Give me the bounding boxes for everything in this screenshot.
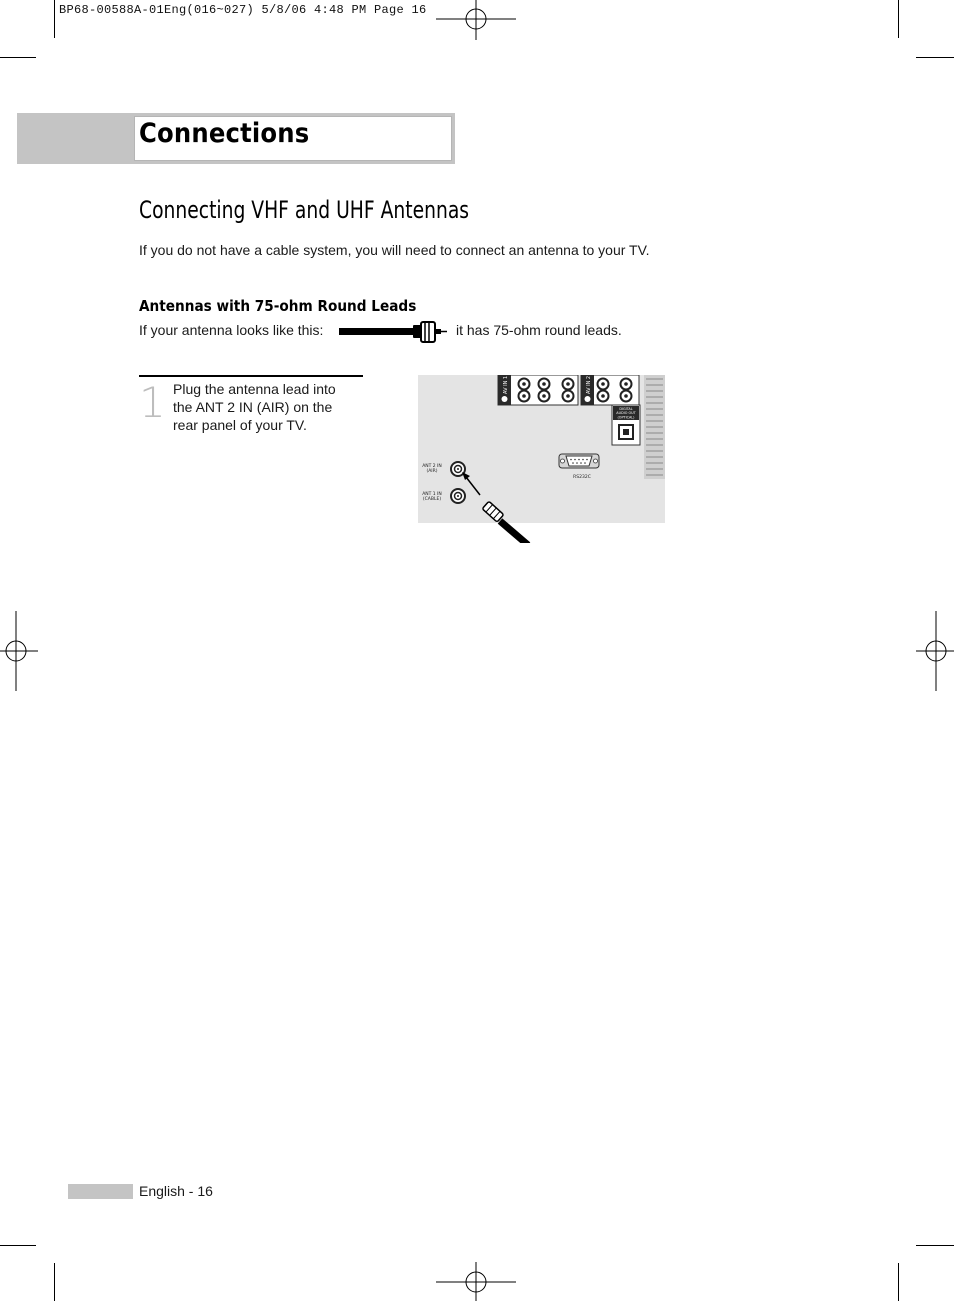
ant2-label-1: ANT 2 IN [422, 464, 442, 469]
step-divider [139, 375, 363, 377]
print-slug: BP68-00588A-01Eng(016~027) 5/8/06 4:48 PM Page 16 [59, 3, 427, 17]
digital-audio-label-1: DIGITAL [619, 407, 633, 411]
registration-mark-right [916, 611, 954, 691]
page-number: English - 16 [139, 1183, 213, 1199]
footer-bar [68, 1184, 133, 1199]
ant1-label-2: (CABLE) [422, 497, 442, 502]
subsection-title: Antennas with 75-ohm Round Leads [139, 297, 417, 315]
crop-mark [916, 1245, 954, 1246]
antenna-looks-suffix: it has 75-ohm round leads. [456, 322, 622, 338]
section-intro: If you do not have a cable system, you will need to connect an antenna to your TV. [139, 242, 650, 258]
registration-mark-bottom [436, 1262, 516, 1301]
ant1-label-1: ANT 1 IN [422, 492, 442, 497]
rs232c-label: RS232C [573, 475, 591, 480]
section-title: Connecting VHF and UHF Antennas [139, 196, 470, 224]
crop-mark [898, 1263, 899, 1301]
ant2-label-2: (AIR) [426, 469, 438, 474]
tv-rear-panel-illustration [418, 375, 665, 543]
av-in-1-label: AV IN 1 [503, 375, 509, 394]
crop-mark [54, 0, 55, 38]
antenna-looks-prefix: If your antenna looks like this: [139, 322, 324, 338]
digital-audio-label-3: (OPTICAL) [617, 415, 635, 420]
crop-mark [916, 57, 954, 58]
step-text: Plug the antenna lead into the ANT 2 IN (AIR) on the rear panel of your TV. [173, 381, 336, 433]
crop-mark [898, 0, 899, 38]
antenna-lead-icon [339, 318, 449, 346]
crop-mark [54, 1263, 55, 1301]
av-in-2-label: AV IN 2 [586, 375, 592, 394]
crop-mark [0, 57, 36, 58]
crop-mark [0, 1245, 36, 1246]
digital-audio-label-2: AUDIO OUT [616, 411, 636, 415]
step-number: 1 [139, 378, 166, 427]
registration-mark-left [0, 611, 38, 691]
chapter-title: Connections [139, 118, 310, 149]
registration-mark-top [436, 0, 516, 40]
